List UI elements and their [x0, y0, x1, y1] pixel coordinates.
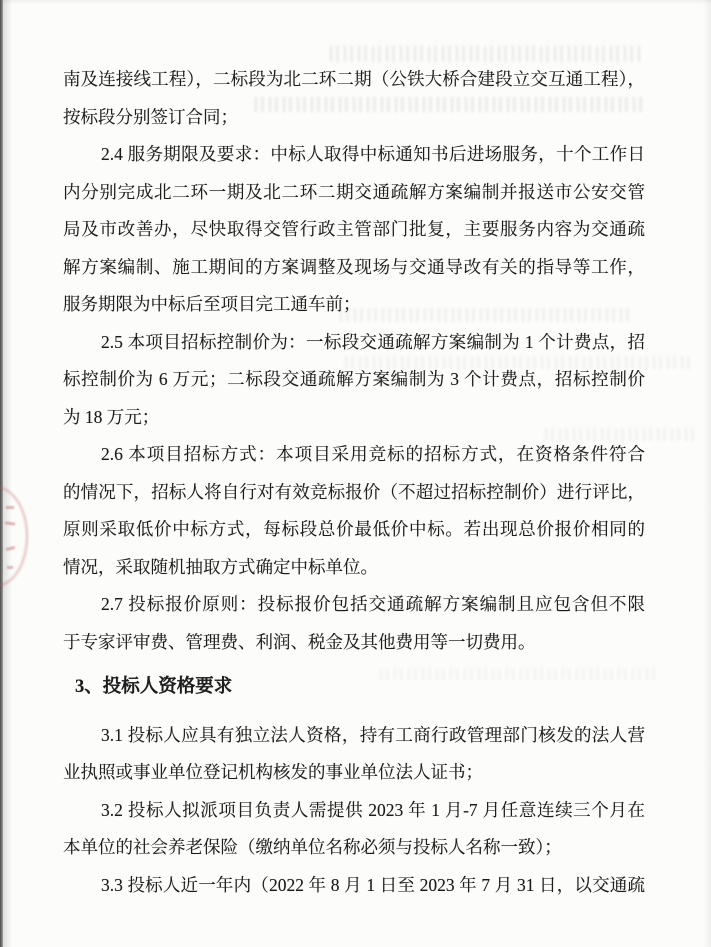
- scan-edge-left-shadow: [3, 0, 12, 947]
- red-seal-mark: [7, 566, 13, 569]
- text-line: 本单位的社会养老保险（缴纳单位名称必须与投标人名称一致）；: [63, 837, 562, 857]
- section-heading: 3、投标人资格要求: [75, 677, 233, 697]
- text-line: 的情况下，招标人将自行对有效竞标报价（不超过招标控制价）进行评比，: [63, 481, 645, 502]
- text-block: [63, 61, 645, 904]
- text-line: 2.5 本项目招标控制价为：一标段交通疏解方案编制为 1 个计费点，招: [101, 331, 645, 352]
- scan-edge-right: [703, 0, 711, 947]
- text-line: 内分别完成北二环一期及北二环二期交通疏解方案编制并报送市公安交管: [63, 181, 645, 202]
- text-line: 服务期限为中标后至项目完工通车前；: [63, 294, 361, 314]
- text-line: 2.7 投标报价原则：投标报价包括交通疏解方案编制且应包含但不限: [101, 594, 645, 614]
- text-line: 南及连接线工程），二标段为北二环二期（公铁大桥合建段立交互通工程），: [63, 69, 645, 89]
- text-line: 3.1 投标人应具有独立法人资格，持有工商行政管理部门核发的法人营: [101, 724, 645, 745]
- scan-edge-top: [0, 0, 711, 4]
- text-line: 2.4 服务期限及要求：中标人取得中标通知书后进场服务，十个工作日: [101, 144, 645, 164]
- text-line: 标控制价为 6 万元；二标段交通疏解方案编制为 3 个计费点，招标控制价: [63, 369, 645, 389]
- bleed-through-smudge: [330, 46, 642, 62]
- text-line: 3.2 投标人拟派项目负责人需提供 2023 年 1 月-7 月任意连续三个月在: [101, 799, 645, 820]
- text-line: 于专家评审费、管理费、利润、税金及其他费用等一切费用。: [63, 631, 536, 652]
- red-seal-arc: [0, 486, 28, 587]
- text-line: 原则采取低价中标方式，每标段总价最低价中标。若出现总价报价相同的: [63, 519, 645, 539]
- text-line: 为 18 万元；: [63, 406, 160, 427]
- text-line: 业执照或事业单位登记机构核发的事业单位法人证书；: [63, 762, 483, 782]
- text-line: 2.6 本项目招标方式：本项目采用竞标的招标方式，在资格条件符合: [101, 444, 645, 464]
- text-line: 按标段分别签订合同；: [63, 106, 238, 127]
- text-line: 解方案编制、施工期间的方案调整及现场与交通导改有关的指导等工作，: [63, 256, 645, 277]
- red-seal-mark: [6, 506, 14, 509]
- text-line: 3.3 投标人近一年内（2022 年 8 月 1 日至 2023 年 7 月 31 日，以交通疏: [101, 874, 645, 895]
- text-line: 局及市改善办，尽快取得交管行政主管部门批复，主要服务内容为交通疏: [63, 219, 645, 239]
- text-line: 情况，采取随机抽取方式确定中标单位。: [63, 556, 378, 577]
